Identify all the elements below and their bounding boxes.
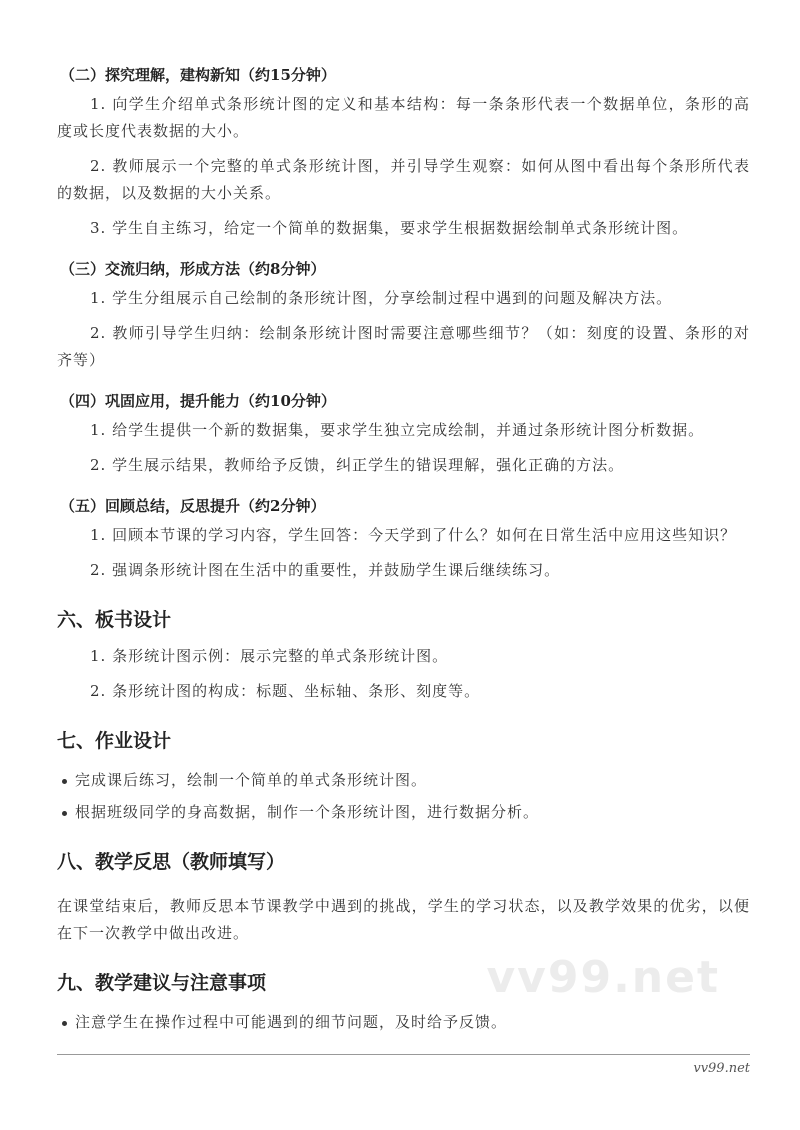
footer-divider [57, 1054, 750, 1055]
list-item: 3. 学生自主练习，给定一个简单的数据集，要求学生根据数据绘制单式条形统计图。 [90, 219, 689, 237]
list-item: 1. 条形统计图示例：展示完整的单式条形统计图。 [90, 647, 449, 665]
list-item: 1. 向学生介绍单式条形统计图的定义和基本结构：每一条条形代表一个数据单位，条形的高度或长度代表数据的大小。 [57, 95, 750, 140]
section-heading: 七、作业设计 [57, 730, 172, 752]
section-heading: 九、教学建议与注意事项 [57, 972, 267, 994]
section-heading: 八、教学反思（教师填写） [57, 851, 286, 873]
list-item: 1. 回顾本节课的学习内容，学生回答：今天学到了什么？如何在日常生活中应用这些知识？ [90, 526, 737, 544]
list-item: 2. 强调条形统计图在生活中的重要性，并鼓励学生课后继续练习。 [90, 561, 561, 579]
section-heading: 六、板书设计 [57, 609, 172, 631]
subsection-heading: （二）探究理解，建构新知（约15分钟） [60, 66, 336, 84]
bullet-icon [62, 811, 67, 816]
subsection-heading: （四）巩固应用，提升能力（约10分钟） [60, 392, 336, 410]
list-item: 2. 学生展示结果，教师给予反馈，纠正学生的错误理解，强化正确的方法。 [90, 456, 625, 474]
bullet-text: 根据班级同学的身高数据，制作一个条形统计图，进行数据分析。 [75, 803, 540, 821]
paragraph: 在课堂结束后，教师反思本节课教学中遇到的挑战，学生的学习状态，以及教学效果的优劣，以便在下一次教学中做出改进。 [57, 897, 750, 942]
list-item: 2. 条形统计图的构成：标题、坐标轴、条形、刻度等。 [90, 682, 481, 700]
list-item: 2. 教师引导学生归纳：绘制条形统计图时需要注意哪些细节？（如：刻度的设置、条形的对齐等） [57, 324, 750, 369]
section-heading-row [57, 952, 750, 1003]
bullet-item [57, 799, 750, 826]
bullet-item [57, 1009, 750, 1036]
bullet-text: 完成课后练习，绘制一个简单的单式条形统计图。 [75, 771, 428, 789]
subsection-heading: （五）回顾总结，反思提升（约2分钟） [60, 497, 326, 515]
list-item: 2. 教师展示一个完整的单式条形统计图，并引导学生观察：如何从图中看出每个条形所代表的数据，以及数据的大小关系。 [57, 157, 750, 202]
watermark: vv99.net [486, 952, 720, 1003]
list-item: 1. 学生分组展示自己绘制的条形统计图，分享绘制过程中遇到的问题及解决方法。 [90, 289, 673, 307]
bullet-icon [62, 1021, 67, 1026]
bullet-text: 注意学生在操作过程中可能遇到的细节问题，及时给予反馈。 [75, 1013, 508, 1031]
footer-site: vv99.net [693, 1061, 750, 1076]
bullet-item [57, 767, 750, 794]
list-item: 1. 给学生提供一个新的数据集，要求学生独立完成绘制，并通过条形统计图分析数据。 [90, 421, 705, 439]
bullet-icon [62, 779, 67, 784]
subsection-heading: （三）交流归纳，形成方法（约8分钟） [60, 260, 326, 278]
